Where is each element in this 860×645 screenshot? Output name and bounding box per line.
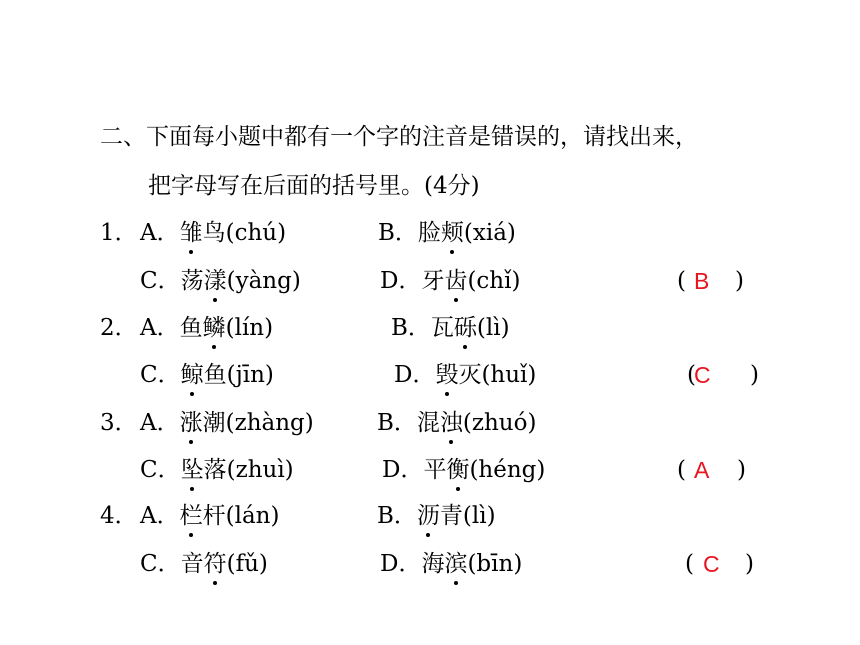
dotted-character: 鲸 — [180, 362, 204, 388]
dotted-character: 浊 — [439, 410, 463, 436]
option-word-post: 落 — [203, 457, 227, 483]
option-d — [380, 549, 522, 579]
option-pinyin: (lì) — [462, 503, 496, 529]
option-word-pre: 牙 — [421, 268, 445, 294]
dotted-character: 符 — [203, 551, 227, 577]
option-pinyin: (héng) — [469, 457, 546, 483]
dotted-character: 颊 — [440, 220, 464, 246]
dotted-character: 滨 — [444, 551, 468, 577]
option-word-pre: 脸 — [417, 220, 441, 246]
option-pinyin: (yàng) — [226, 268, 301, 294]
section-title-line1: 二、下面每小题中都有一个字的注音是错误的，请找出来， — [100, 124, 698, 150]
option-b — [377, 501, 496, 531]
answer-letter: C — [694, 362, 711, 388]
dotted-character: 涨 — [179, 410, 203, 436]
option-letter: D． — [382, 457, 424, 483]
option-d — [394, 360, 536, 390]
dotted-character: 雏 — [179, 220, 203, 246]
question-number: 1． — [100, 220, 138, 246]
option-a — [140, 218, 286, 248]
option-pinyin: (chǐ) — [467, 268, 521, 294]
option-word-post: 灭 — [458, 362, 482, 388]
option-letter: A． — [140, 503, 180, 529]
answer-bracket-close: ) — [737, 457, 746, 483]
option-letter: B． — [391, 315, 431, 341]
option-letter: C． — [140, 268, 181, 294]
answer-bracket-open: ( — [677, 457, 686, 483]
option-c — [140, 360, 274, 390]
dotted-character: 沥 — [416, 503, 440, 529]
option-word-post: 杆 — [202, 503, 226, 529]
question-number: 4． — [100, 503, 138, 529]
dotted-character: 毁 — [435, 362, 459, 388]
answer-bracket-open: ( — [687, 362, 696, 388]
answer-bracket-close: ) — [750, 362, 759, 388]
option-word-pre: 鱼 — [179, 315, 203, 341]
option-a — [140, 313, 273, 343]
dotted-character: 鳞 — [202, 315, 226, 341]
option-pinyin: (bīn) — [467, 551, 523, 577]
option-letter: C． — [140, 551, 181, 577]
dotted-character: 齿 — [444, 268, 468, 294]
option-c — [140, 266, 301, 296]
option-c — [140, 549, 268, 579]
option-pinyin: (zhàng) — [225, 410, 314, 436]
answer-bracket-close: ) — [745, 551, 754, 577]
option-letter: C． — [140, 457, 181, 483]
dotted-character: 砾 — [453, 315, 477, 341]
question-number: 2． — [100, 315, 138, 341]
dotted-character: 栏 — [179, 503, 203, 529]
answer-letter: A — [694, 457, 710, 483]
option-letter: C． — [140, 362, 181, 388]
dotted-character: 衡 — [446, 457, 470, 483]
option-pinyin: (lì) — [476, 315, 510, 341]
answer-bracket-close: ) — [735, 268, 744, 294]
answer-bracket-open: ( — [677, 268, 686, 294]
option-letter: D． — [394, 362, 436, 388]
option-letter: B． — [378, 220, 418, 246]
option-pinyin: (lán) — [225, 503, 280, 529]
option-word-pre: 海 — [421, 551, 445, 577]
option-word-pre: 平 — [423, 457, 447, 483]
option-letter: A． — [140, 410, 180, 436]
answer-letter: B — [694, 268, 710, 294]
option-word-pre: 瓦 — [430, 315, 454, 341]
option-pinyin: (jīn) — [226, 362, 274, 388]
option-word-pre: 混 — [416, 410, 440, 436]
option-a — [140, 501, 279, 531]
option-a — [140, 408, 314, 438]
section-title-line2: 把字母写在后面的括号里。(4分) — [148, 173, 480, 199]
option-word-post: 潮 — [202, 410, 226, 436]
option-pinyin: (xiá) — [463, 220, 516, 246]
answer-bracket-open: ( — [685, 551, 694, 577]
option-d — [382, 455, 545, 485]
option-b — [391, 313, 510, 343]
option-word-pre: 荡 — [180, 268, 204, 294]
dotted-character: 坠 — [180, 457, 204, 483]
option-letter: B． — [377, 410, 417, 436]
option-word-post: 鱼 — [203, 362, 227, 388]
option-letter: D． — [380, 551, 422, 577]
option-word-post: 鸟 — [202, 220, 226, 246]
option-pinyin: (zhuó) — [462, 410, 537, 436]
option-d — [380, 266, 520, 296]
option-letter: D． — [380, 268, 422, 294]
option-letter: A． — [140, 315, 180, 341]
option-pinyin: (zhuì) — [226, 457, 294, 483]
answer-letter: C — [703, 551, 720, 577]
option-b — [378, 218, 516, 248]
option-letter: B． — [377, 503, 417, 529]
option-pinyin: (fǔ) — [226, 551, 268, 577]
option-b — [377, 408, 536, 438]
option-word-post: 青 — [439, 503, 463, 529]
option-letter: A． — [140, 220, 180, 246]
option-pinyin: (huǐ) — [481, 362, 537, 388]
option-word-pre: 音 — [180, 551, 204, 577]
option-c — [140, 455, 294, 485]
option-pinyin: (chú) — [225, 220, 287, 246]
dotted-character: 漾 — [203, 268, 227, 294]
question-number: 3． — [100, 410, 138, 436]
option-pinyin: (lín) — [225, 315, 274, 341]
